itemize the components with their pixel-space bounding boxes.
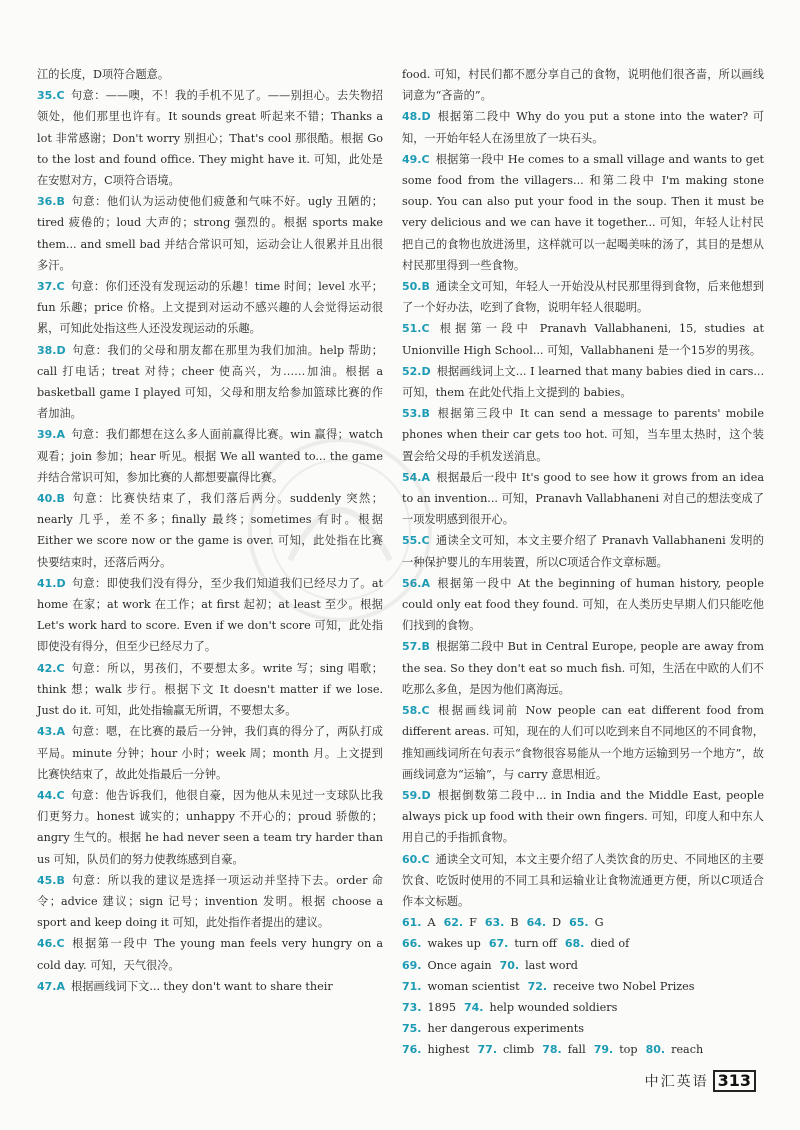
short-answer: reach bbox=[671, 1043, 704, 1057]
short-answer: died of bbox=[590, 937, 630, 951]
question-number: 35. bbox=[37, 89, 57, 103]
short-answer: fall bbox=[567, 1043, 586, 1057]
explanation-text: 句意：即使我们没有得分，至少我们知道我们已经尽力了。at home 在家；at work 在工作；at first 起初；at least 至少。根据 Let's work hard to score. Even if we don't score 可知，此处指即使没有得分，但至少已经尽力了。 bbox=[37, 576, 383, 654]
short-answer: help wounded soldiers bbox=[489, 1000, 618, 1014]
question-number: 54. bbox=[402, 470, 422, 484]
question-number: 66. bbox=[402, 937, 422, 951]
short-answer-row bbox=[402, 976, 764, 997]
explanation-text: 句意：我们都想在这么多人面前赢得比赛。win 赢得；watch 观看；join 参加；hear 听见。根据 We all wanted to... the game 并结合常识可知，参加比赛的人都想要赢得比赛。 bbox=[37, 428, 383, 484]
explanation-text: 句意：比赛快结束了，我们落后两分。suddenly 突然；nearly 几乎，差不多；finally 最终；sometimes 有时。根据 Either we score now or the game is over. 可知，此处指在比赛快要结束时，还落后两分。 bbox=[37, 492, 383, 569]
short-answer: G bbox=[594, 916, 604, 930]
short-answer: wakes up bbox=[427, 937, 481, 951]
short-answer: top bbox=[619, 1043, 638, 1057]
question-number: 59. bbox=[402, 788, 422, 802]
short-answer: D bbox=[552, 916, 562, 930]
answer-letter: C bbox=[56, 280, 65, 294]
explanation-text: 根据最后一段中 It's good to see how it grows from an idea to an invention... 可知，Pranavh Vallabhaneni 对自己的想法变成了一项发明感到很开心。 bbox=[402, 470, 764, 527]
answer-item bbox=[37, 340, 383, 425]
question-number: 64. bbox=[526, 916, 547, 930]
question-number: 37. bbox=[37, 280, 57, 294]
short-answer: woman scientist bbox=[427, 979, 520, 993]
question-number: 56. bbox=[402, 576, 422, 590]
question-number: 49. bbox=[402, 152, 422, 166]
question-number: 38. bbox=[37, 343, 57, 357]
question-number: 62. bbox=[443, 916, 464, 930]
question-number: 48. bbox=[402, 110, 422, 124]
answer-item bbox=[402, 403, 764, 467]
answer-item bbox=[37, 276, 383, 340]
answer-letter: A bbox=[421, 576, 431, 590]
explanation-text: 根据画线词上文... I learned that many babies died in cars... 可知，them 在此处代指上文提到的 babies。 bbox=[402, 364, 764, 400]
answer-letter: C bbox=[421, 704, 430, 718]
short-answer: B bbox=[510, 916, 519, 930]
answer-letter: A bbox=[56, 428, 66, 442]
answer-item bbox=[402, 467, 764, 531]
question-number: 41. bbox=[37, 576, 57, 590]
question-number: 55. bbox=[402, 534, 422, 548]
question-number: 73. bbox=[402, 1000, 422, 1014]
short-answers bbox=[402, 912, 764, 1060]
short-answer: Once again bbox=[427, 958, 492, 972]
answer-letter: A bbox=[56, 979, 66, 993]
answer-letter: A bbox=[421, 470, 431, 484]
explanation-text: 句意：他们认为运动使他们疲惫和气味不好。ugly 丑陋的；tired 疲倦的；loud 大声的；strong 强烈的。根据 sports make them... and smell bad 并结合常识可知，运动会让人很累并且出很多汗。 bbox=[37, 195, 383, 272]
explanation-text: 根据第二段中 Why do you put a stone into the water? 可知，一开始年轻人在汤里放了一块石头。 bbox=[402, 110, 764, 145]
question-number: 61. bbox=[402, 916, 422, 930]
question-number: 47. bbox=[37, 979, 57, 993]
answer-item bbox=[37, 976, 383, 997]
short-answer: climb bbox=[503, 1043, 535, 1057]
question-number: 79. bbox=[593, 1043, 614, 1057]
short-answer-row bbox=[402, 912, 764, 933]
question-number: 74. bbox=[463, 1000, 484, 1014]
question-number: 70. bbox=[499, 958, 520, 972]
answer-item bbox=[402, 573, 764, 637]
explanation-text: 句意：——噢，不！我的手机不见了。——别担心。去失物招领处，他们那里也许有。It sounds great 听起来不错；Thanks a lot 非常感谢；Don't worry 别担心；That's cool 那很酷。根据 Go to the lost and found office. They might have it. 可知，此处是在安慰对方，C项符合语境。 bbox=[37, 89, 383, 188]
explanation-text: 根据画线词前 Now people can eat different food from different areas. 可知，现在的人们可以吃到来自不同地区的不同食物，推知画线词所在句表示“食物很容易能从一个地方运输到另一个地方”，故画线词意为“运输”，与 carry 意思相近。 bbox=[402, 704, 764, 781]
answer-item bbox=[402, 849, 764, 913]
explanation-text: 通读全文可知，年轻人一开始没从村民那里得到食物，后来他想到了一个好办法，吃到了食物，说明年轻人很聪明。 bbox=[402, 280, 764, 315]
question-number: 72. bbox=[527, 979, 548, 993]
page-number: 313 bbox=[713, 1070, 756, 1092]
answer-item bbox=[37, 573, 383, 658]
answer-letter: B bbox=[56, 873, 65, 887]
explanation-text: 句意：他告诉我们，他很自豪，因为他从未见过一支球队比我们更努力。honest 诚实的；unhappy 不开心的；proud 骄傲的；angry 生气的。根据 he had never seen a team try harder than us 可知，队员们的努力使教练感到自豪。 bbox=[37, 788, 383, 866]
explanation-text: 根据第一段中 He comes to a small village and wants to get some food from the villagers... 和第二段中 I'm making stone soup. You can also put your food in the soup. Then it must be very delicious and we can have it together... 可知，年轻人让村民把自己的食物也放进汤里，这样就可以一起喝美味的汤了，其目的是想从村民那里得到一些食物。 bbox=[402, 152, 764, 272]
short-answer: 1895 bbox=[427, 1000, 456, 1014]
short-answer-row bbox=[402, 955, 764, 976]
answer-letter: A bbox=[56, 725, 66, 739]
answer-item bbox=[37, 658, 383, 722]
right-explanations bbox=[402, 64, 764, 912]
page-footer bbox=[645, 1070, 756, 1092]
short-answer: highest bbox=[427, 1043, 470, 1057]
answer-item bbox=[402, 149, 764, 276]
explanation-text: 句意：所以，男孩们，不要想太多。write 写；sing 唱歌；think 想；walk 步行。根据下文 It doesn't matter if we lose. Just do it. 可知，此处指输赢无所谓，不要想太多。 bbox=[37, 661, 383, 718]
answer-item bbox=[37, 870, 383, 934]
question-number: 36. bbox=[37, 195, 57, 209]
answer-item bbox=[402, 106, 764, 148]
answer-item bbox=[37, 191, 383, 276]
answer-item bbox=[402, 361, 764, 403]
explanation-text: 通读全文可知，本文主要介绍了人类饮食的历史、不同地区的主要饮食、吃饭时使用的不同工具和运输业让食物流通更方便，所以C项适合作本文标题。 bbox=[402, 852, 764, 908]
answer-letter: B bbox=[421, 280, 430, 294]
question-number: 58. bbox=[402, 704, 422, 718]
answer-item bbox=[37, 721, 383, 785]
question-number: 75. bbox=[402, 1022, 422, 1036]
answer-letter: C bbox=[56, 89, 65, 103]
question-number: 40. bbox=[37, 492, 57, 506]
question-number: 78. bbox=[542, 1043, 562, 1057]
answer-item bbox=[402, 636, 764, 700]
explanation-text: 根据第一段中 At the beginning of human history, people could only eat food they found. 可知，在人类历史早期人们只能吃他们找到的食物。 bbox=[402, 576, 764, 633]
question-number: 80. bbox=[645, 1043, 666, 1057]
continued-text: 江的长度，D项符合题意。 bbox=[37, 68, 170, 81]
question-number: 53. bbox=[402, 407, 422, 421]
right-column bbox=[402, 64, 764, 1061]
question-number: 52. bbox=[402, 364, 422, 378]
short-answer: her dangerous experiments bbox=[427, 1022, 584, 1036]
short-answer-row bbox=[402, 997, 764, 1018]
short-answer: last word bbox=[525, 958, 578, 972]
answer-letter: C bbox=[421, 322, 430, 336]
answer-item bbox=[402, 530, 764, 572]
answer-letter: C bbox=[421, 534, 430, 548]
explanation-text: 根据画线词下文... they don't want to share their bbox=[71, 979, 333, 993]
explanation-text: 句意：所以我的建议是选择一项运动并坚持下去。order 命令；advice 建议；sign 记号；invention 发明。根据 choose a sport and keep doing it 可知，此处指作者提出的建议。 bbox=[37, 873, 383, 930]
continued-text: food. 可知，村民们都不愿分享自己的食物，说明他们很吝啬，所以画线词意为“吝啬的”。 bbox=[402, 68, 764, 103]
answer-letter: B bbox=[56, 492, 65, 506]
footer-brand: 中汇英语 bbox=[644, 1074, 709, 1090]
answer-letter: C bbox=[421, 852, 430, 866]
question-number: 77. bbox=[477, 1043, 498, 1057]
answer-letter: C bbox=[56, 937, 65, 951]
answer-item bbox=[402, 276, 764, 318]
answer-letter: B bbox=[56, 195, 65, 209]
question-number: 50. bbox=[402, 280, 422, 294]
answer-letter: B bbox=[421, 640, 430, 654]
question-number: 45. bbox=[37, 873, 57, 887]
answer-letter: C bbox=[56, 788, 65, 802]
explanation-text: 句意：我们的父母和朋友都在那里为我们加油。help 帮助；call 打电话；treat 对待；cheer 使高兴，为……加油。根据 a basketball game I played 可知，父母和朋友给参加篮球比赛的作者加油。 bbox=[37, 343, 383, 421]
answer-item bbox=[37, 933, 383, 975]
left-column bbox=[37, 64, 383, 997]
answer-item bbox=[402, 700, 764, 785]
explanation-text: 根据第三段中 It can send a message to parents' mobile phones when their car gets too hot. 可知，当车里太热时，这个装置会给父母的手机发送消息。 bbox=[402, 407, 764, 463]
question-number: 43. bbox=[37, 725, 57, 739]
question-number: 57. bbox=[402, 640, 422, 654]
explanation-text: 句意：嗯，在比赛的最后一分钟，我们真的得分了，两队打成平局。minute 分钟；hour 小时；week 周；month 月。上文提到比赛快结束了，故此处指最后一分钟。 bbox=[37, 725, 383, 781]
explanation-text: 根据倒数第二段中... in India and the Middle East, people always pick up food with their own fingers. 可知，印度人和中东人用自己的手指抓食物。 bbox=[402, 788, 764, 845]
short-answer: turn off bbox=[514, 937, 557, 951]
answer-item bbox=[37, 424, 383, 488]
answer-item bbox=[402, 318, 764, 360]
answer-letter: D bbox=[56, 343, 66, 357]
question-number: 44. bbox=[37, 788, 57, 802]
short-answer: A bbox=[427, 916, 436, 930]
short-answer-row bbox=[402, 933, 764, 954]
question-number: 42. bbox=[37, 661, 57, 675]
answer-letter: D bbox=[421, 788, 431, 802]
answer-item bbox=[402, 785, 764, 849]
explanation-text: 根据第一段中 Pranavh Vallabhaneni, 15, studies at Unionville High School... 可知，Vallabhaneni 是一个15岁的男孩。 bbox=[402, 322, 764, 357]
answer-letter: C bbox=[56, 661, 65, 675]
question-number: 60. bbox=[402, 852, 422, 866]
question-number: 39. bbox=[37, 428, 57, 442]
answer-letter: D bbox=[421, 364, 431, 378]
explanation-text: 根据第一段中 The young man feels very hungry on a cold day. 可知，天气很冷。 bbox=[37, 937, 383, 972]
question-number: 71. bbox=[402, 979, 422, 993]
question-number: 76. bbox=[402, 1043, 422, 1057]
short-answer-row bbox=[402, 1018, 764, 1039]
short-answer-row bbox=[402, 1039, 764, 1060]
question-number: 69. bbox=[402, 958, 422, 972]
question-number: 67. bbox=[488, 937, 509, 951]
question-number: 46. bbox=[37, 937, 57, 951]
explanation-text: 句意：你们还没有发现运动的乐趣！time 时间；level 水平；fun 乐趣；price 价格。上文提到对运动不感兴趣的人会觉得运动很累，可知此处指这些人还没发现运动的乐趣。 bbox=[37, 280, 383, 336]
answer-item bbox=[37, 785, 383, 870]
answer-letter: C bbox=[421, 152, 430, 166]
question-number: 51. bbox=[402, 322, 422, 336]
short-answer: F bbox=[469, 916, 477, 930]
answer-item bbox=[37, 85, 383, 191]
question-number: 63. bbox=[484, 916, 505, 930]
answer-item bbox=[37, 488, 383, 573]
answer-letter: D bbox=[421, 110, 431, 124]
question-number: 68. bbox=[564, 937, 585, 951]
explanation-text: 通读全文可知，本文主要介绍了 Pranavh Vallabhaneni 发明的一种保护婴儿的车用装置，所以C项适合作文章标题。 bbox=[402, 534, 764, 569]
question-number: 65. bbox=[569, 916, 589, 930]
answer-letter: D bbox=[56, 576, 66, 590]
short-answer: receive two Nobel Prizes bbox=[553, 979, 695, 993]
explanation-text: 根据第二段中 But in Central Europe, people are away from the sea. So they don't eat so much fish. 可知，生活在中欧的人们不吃那么多鱼，是因为他们离海远。 bbox=[402, 640, 764, 696]
answer-letter: B bbox=[421, 407, 430, 421]
